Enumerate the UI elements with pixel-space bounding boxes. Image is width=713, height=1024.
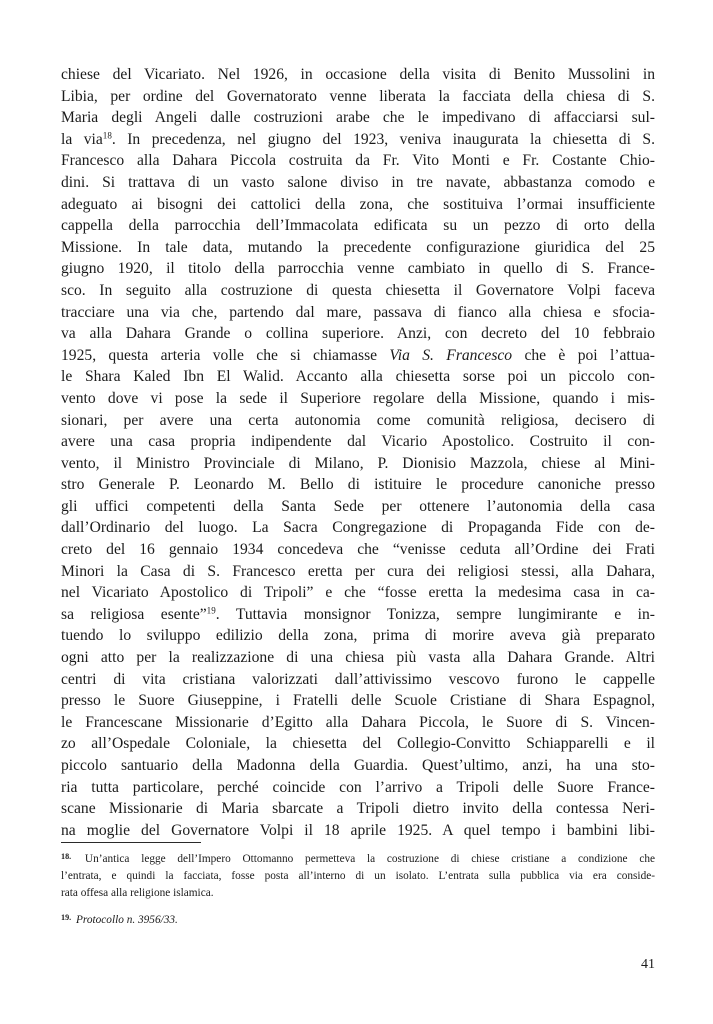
text-line: centri di vita cristiana valorizzati dall’attivissimo vescovo furono le cappelle <box>61 670 655 688</box>
text-line: dini. Si trattava di un vasto salone diviso in tre navate, abbastanza comodo e <box>61 173 655 191</box>
footnotes <box>61 851 655 939</box>
text-segment: che è poi l’attua- <box>524 346 655 364</box>
footnote-line <box>61 851 655 868</box>
text-line: sco. In seguito alla costruzione di questa chiesetta il Governatore Volpi faceva <box>61 281 655 299</box>
footnote-text: Un’antica legge dell’Impero Ottomanno permetteva la costruzione di chiese cristiane a condizione che <box>84 853 655 865</box>
text-line: giugno 1920, il titolo della parrocchia venne cambiato in quello di S. France- <box>61 260 655 278</box>
text-line: le Shara Kaled Ibn El Walid. Accanto alla chiesetta sorse poi un piccolo con- <box>61 368 655 386</box>
text-line: adeguato ai bisogni dei cattolici della zona, che sostituiva l’ormai insufficiente <box>61 195 655 213</box>
text-line: le Francescane Missionarie d’Egitto alla Dahara Piccola, le Suore di S. Vincen- <box>61 713 655 731</box>
text-line: Minori la Casa di S. Francesco eretta per cura dei religiosi stessi, alla Dahara, <box>61 562 655 580</box>
text-line: piccolo santuario della Madonna della Guardia. Quest’ultimo, anzi, ha una sto- <box>61 757 655 774</box>
footnote-reference-19: 19 <box>206 605 216 616</box>
text-line: presso le Suore Giuseppine, i Fratelli delle Scuole Cristiane di Shara Espagnol, <box>61 692 655 710</box>
main-text <box>61 64 655 841</box>
footnote-reference-18: 18 <box>102 130 112 141</box>
text-line: Libia, per ordine del Governatorato venne liberata la facciata della chiesa di S. <box>61 87 655 105</box>
text-segment: la via <box>61 130 103 148</box>
text-line: sionari, per avere una certa autonomia come comunità religiosa, decisero di <box>61 411 655 429</box>
text-line: Missione. In tale data, mutando la precedente configurazione giuridica del 25 <box>61 238 655 256</box>
footnote-line: l’entrata, e quindi la facciata, fosse posta all’interno di un isolato. L’entrata sulla pubblica via era conside- <box>61 870 655 882</box>
text-line <box>61 345 655 367</box>
text-line: tuendo lo sviluppo edilizio della zona, prima di morire aveva già preparato <box>61 627 655 645</box>
footnote-line: rata offesa alla religione islamica. <box>61 887 214 899</box>
text-line: Maria degli Angeli dalle costruzioni arabe che le impedivano di affacciarsi sul- <box>61 109 655 127</box>
text-line: nel Vicariato Apostolico di Tripoli” e che “fosse eretta la medesima casa in ca- <box>61 584 655 602</box>
text-line: zo all’Ospedale Coloniale, la chiesetta del Collegio-Convitto Schiapparelli e il <box>61 735 655 753</box>
text-line: vento, il Ministro Provinciale di Milano, P. Dionisio Mazzola, chiese al Mini- <box>61 454 655 472</box>
footnote-text: Protocollo n. 3956/33. <box>75 914 178 926</box>
footnote-19 <box>61 912 655 929</box>
text-line: chiese del Vicariato. Nel 1926, in occasione della visita di Benito Mussolini in <box>61 66 655 83</box>
text-line: creto del 16 gennaio 1934 concedeva che “venisse ceduta all’Ordine dei Frati <box>61 541 655 559</box>
page-number: 41 <box>641 957 655 972</box>
text-line: ogni atto per la realizzazione di una chiesa più vasta alla Dahara Grande. Altri <box>61 649 655 667</box>
text-line: dall’Ordinario del luogo. La Sacra Congregazione di Propaganda Fide con de- <box>61 519 655 537</box>
text-segment: sa religiosa esente” <box>61 605 207 623</box>
text-line: tracciare una via che, partendo dal mare, passava di fianco alla chiesa e sfocia- <box>61 303 655 321</box>
text-line: ria tutta particolare, perché coincide con l’arrivo a Tripoli delle Suore France- <box>61 778 655 796</box>
text-line: stro Generale P. Leonardo M. Bello di istituire le procedure canoniche presso <box>61 476 655 494</box>
text-line: va alla Dahara Grande o collina superiore. Anzi, con decreto del 10 febbraio <box>61 325 655 343</box>
text-line: avere una casa propria indipendente dal Vicario Apostolico. Costruito il con- <box>61 433 655 451</box>
text-line: na moglie del Governatore Volpi il 18 aprile 1925. A quel tempo i bambini libi- <box>61 821 655 839</box>
text-line: Francesco alla Dahara Piccola costruita da Fr. Vito Monti e Fr. Costante Chio- <box>61 152 655 170</box>
footnote-18 <box>61 851 655 902</box>
text-line: scane Missionarie di Maria sbarcate a Tripoli dietro invito della contessa Neri- <box>61 800 655 818</box>
text-line <box>61 604 655 626</box>
text-line: vento dove vi pose la sede il Superiore regolare della Missione, quando i mis- <box>61 389 655 407</box>
footnote-line <box>61 912 655 929</box>
text-line <box>61 129 655 151</box>
footnote-mark: 19. <box>61 912 72 922</box>
footnote-separator <box>61 842 201 843</box>
text-line: gli uffici competenti della Santa Sede per ottenere l’autonomia della casa <box>61 497 655 515</box>
text-segment: . In precedenza, nel giugno del 1923, veniva inaugurata la chiesetta di S. <box>111 130 655 148</box>
text-segment: . Tuttavia monsignor Tonizza, sempre lungimirante e in- <box>215 605 655 623</box>
text-line: cappella della parrocchia dell’Immacolata edificata su un pezzo di orto della <box>61 217 655 235</box>
text-segment: 1925, questa arteria volle che si chiamasse <box>61 346 378 364</box>
footnote-mark: 18. <box>61 851 72 861</box>
italic-street-name: Via S. Francesco <box>389 346 513 364</box>
